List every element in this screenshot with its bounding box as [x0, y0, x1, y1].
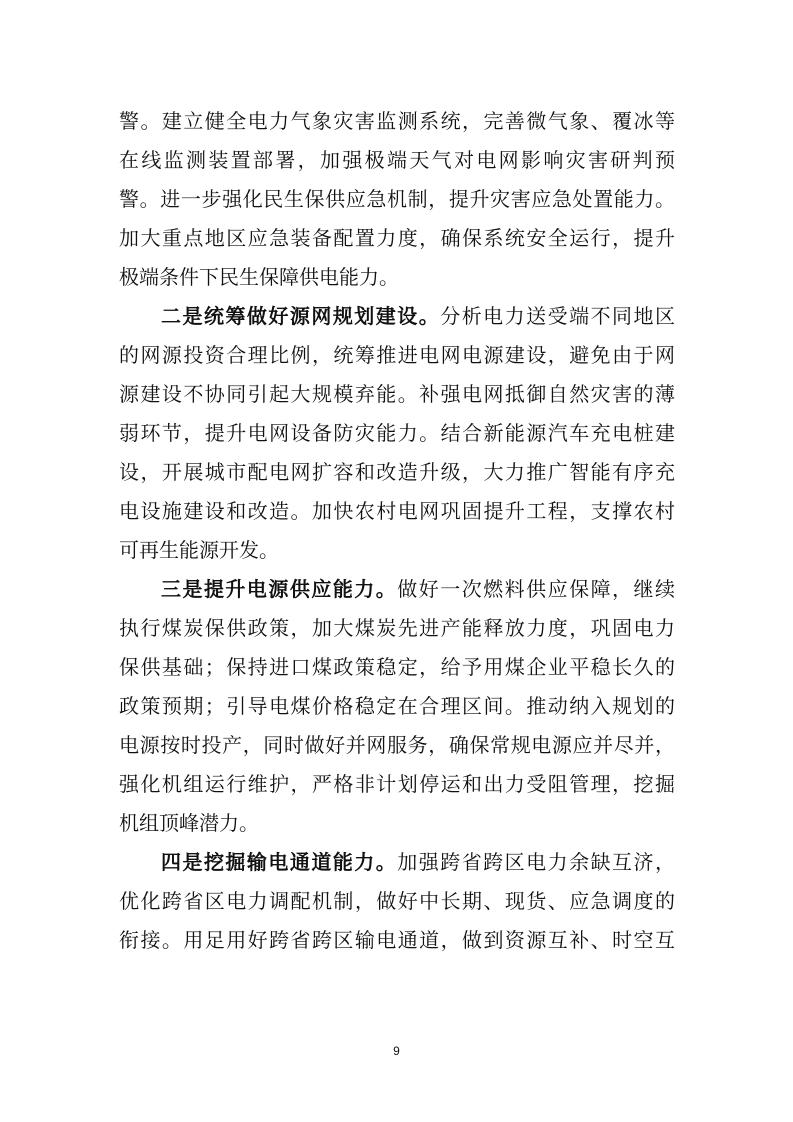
text-line: 弱环节，提升电网设备防灾能力。结合新能源汽车充电桩建 [119, 421, 675, 445]
text-run: 分析电力送受端不同地区 [440, 304, 675, 328]
paragraph-4 [119, 843, 675, 960]
paragraph-2 [119, 297, 675, 570]
text-line: 源建设不协同引起大规模弃能。补强电网抵御自然灾害的薄 [119, 382, 675, 406]
paragraph-1 [119, 102, 675, 297]
paragraph-3 [119, 570, 675, 843]
text-line: 警。进一步强化民生保供应急机制，提升灾害应急处置能力。 [119, 187, 675, 211]
text-line: 电设施建设和改造。加快农村电网巩固提升工程，支撑农村 [119, 499, 675, 523]
text-line: 保供基础；保持进口煤政策稳定，给予用煤企业平稳长久的 [119, 655, 675, 679]
page-number: 9 [393, 1044, 400, 1058]
text-line: 优化跨省区电力调配机制，做好中长期、现货、应急调度的 [119, 889, 675, 913]
paragraph-heading: 四是挖掘输电通道能力。 [161, 850, 398, 874]
text-line: 的网源投资合理比例，统筹推进电网电源建设，避免由于网 [119, 343, 675, 367]
text-line: 衔接。用足用好跨省跨区输电通道，做到资源互补、时空互 [119, 928, 675, 952]
paragraph-heading: 二是统筹做好源网规划建设。 [161, 304, 441, 328]
text-line: 在线监测装置部署，加强极端天气对电网影响灾害研判预 [119, 148, 675, 172]
document-body [119, 102, 675, 960]
text-run: 做好一次燃料供应保障，继续 [397, 577, 675, 601]
text-line: 政策预期；引导电煤价格稳定在合理区间。推动纳入规划的 [119, 694, 675, 718]
text-line: 加大重点地区应急装备配置力度，确保系统安全运行，提升 [119, 226, 675, 250]
text-line: 设，开展城市配电网扩容和改造升级，大力推广智能有序充 [119, 460, 675, 484]
text-line: 极端条件下民生保障供电能力。 [119, 265, 399, 289]
text-line: 可再生能源开发。 [119, 538, 279, 562]
text-line: 机组顶峰潜力。 [119, 811, 259, 835]
text-line: 警。建立健全电力气象灾害监测系统，完善微气象、覆冰等 [119, 109, 675, 133]
text-run: 加强跨省跨区电力余缺互济， [397, 850, 675, 874]
text-line [119, 570, 675, 609]
text-line [119, 297, 675, 336]
text-line: 执行煤炭保供政策，加大煤炭先进产能释放力度，巩固电力 [119, 616, 675, 640]
text-line: 电源按时投产，同时做好并网服务，确保常规电源应并尽并， [119, 733, 675, 757]
paragraph-heading: 三是提升电源供应能力。 [161, 577, 398, 601]
text-line: 强化机组运行维护，严格非计划停运和出力受阻管理，挖掘 [119, 772, 675, 796]
text-line [119, 843, 675, 882]
